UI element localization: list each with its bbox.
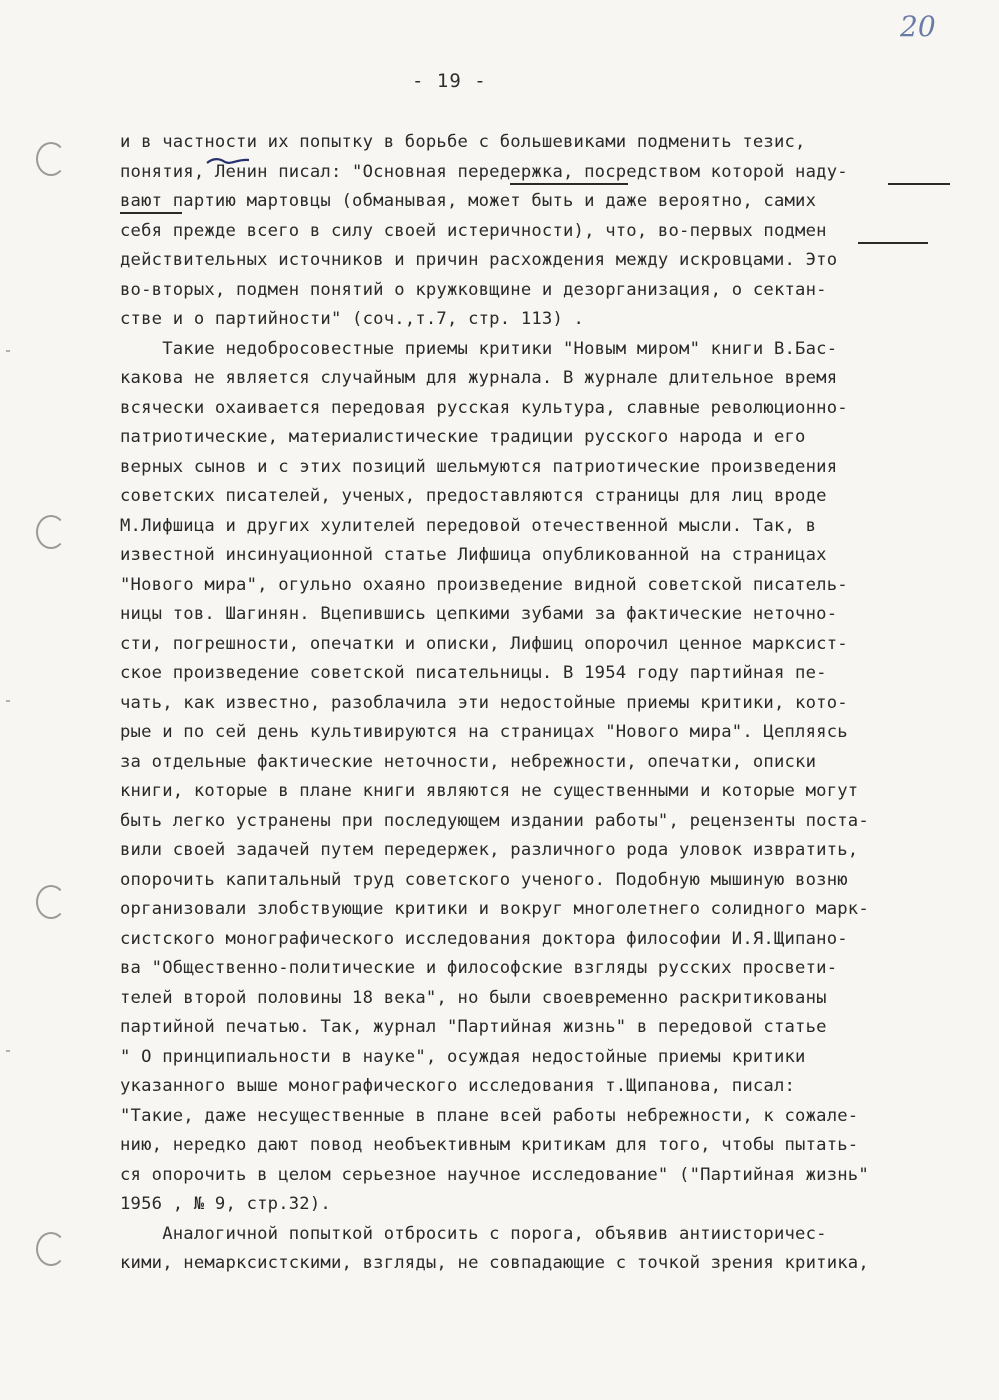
- archive-folio-number: 20: [900, 10, 936, 43]
- punch-hole-icon: [36, 1232, 66, 1266]
- text-line: телей второй половины 18 века", но были своевременно раскритикованы: [120, 987, 827, 1008]
- text-line: кими, немарксистскими, взгляды, не совпадающие с точкой зрения критика,: [120, 1253, 869, 1273]
- text-line: М.Лифшица и других хулителей передовой отечественной мысли. Так, в: [120, 515, 817, 536]
- text-line: какова не является случайным для журнала. В журнале длительное время: [120, 368, 838, 388]
- text-line: партийной печатью. Так, журнал "Партийная жизнь" в передовой статье: [120, 1017, 827, 1037]
- text-line: верных сынов и с этих позиций шельмуются патриотические произведения: [120, 456, 838, 477]
- text-line: указанного выше монографического исследования т.Щипанова, писал:: [120, 1076, 796, 1096]
- text-line: " О принципиальности в науке", осуждая недостойные приемы критики: [120, 1046, 806, 1067]
- body-text: [120, 128, 970, 1279]
- page-number: - 19 -: [412, 70, 487, 92]
- text-line: ся опорочить в целом серьезное научное исследование" ("Партийная жизнь": [120, 1164, 869, 1185]
- text-line: вили своей задачей путем передержек, различного рода уловок извратить,: [120, 840, 859, 860]
- text-line: за отдельные фактические неточности, небрежности, опечатки, описки: [120, 751, 817, 772]
- margin-tick: [6, 700, 10, 702]
- text-line: опорочить капитальный труд советского ученого. Подобную мышиную возню: [120, 869, 848, 890]
- text-line: себя прежде всего в силу своей истеричности), что, во-первых подмен: [120, 220, 827, 241]
- margin-tick: [6, 1050, 10, 1052]
- text-line: известной инсинуационной статье Лифшица опубликованной на страницах: [120, 545, 827, 565]
- text-line: и в частности их попытку в борьбе с большевиками подменить тезис,: [120, 132, 806, 152]
- text-line: книги, которые в плане книги являются не существенными и которые могут: [120, 781, 859, 801]
- text-line: ва "Общественно-политические и философские взгляды русских просвети-: [120, 958, 838, 978]
- punch-hole-icon: [36, 515, 66, 549]
- punch-hole-icon: [36, 885, 66, 919]
- text-line: во-вторых, подмен понятий о кружковщине и дезорганизация, о сектан-: [120, 279, 827, 300]
- text-line: понятия, Ленин писал: "Основная передержка, посредством которой наду-: [120, 161, 848, 182]
- text-line: действительных источников и причин расхождения между искровцами. Это: [120, 250, 838, 270]
- text-line: рые и по сей день культивируются на страницах "Нового мира". Цепляясь: [120, 722, 848, 742]
- punch-hole-icon: [36, 142, 66, 176]
- text-line: всячески охаивается передовая русская культура, славные революционно-: [120, 397, 848, 418]
- text-line: Такие недобросовестные приемы критики "Новым миром" книги В.Бас-: [120, 338, 838, 359]
- text-line: нию, нередко дают повод необъективным критикам для того, чтобы пытать-: [120, 1135, 859, 1155]
- text-line: "Такие, даже несущественные в плане всей работы небрежности, к сожале-: [120, 1105, 859, 1126]
- text-line: систского монографического исследования доктора философии И.Я.Щипано-: [120, 928, 848, 949]
- text-line: "Нового мира", огульно охаяно произведение видной советской писатель-: [120, 574, 848, 595]
- text-line: ское произведение советской писательницы. В 1954 году партийная пе-: [120, 663, 827, 683]
- margin-tick: [6, 350, 10, 352]
- text-line: чать, как известно, разоблачила эти недостойные приемы критики, кото-: [120, 692, 848, 713]
- text-line: ницы тов. Шагинян. Вцепившись цепкими зубами за фактические неточно-: [120, 604, 838, 624]
- text-line: сти, погрешности, опечатки и описки, Лифшиц опорочил ценное марксист-: [120, 633, 848, 654]
- text-line: 1956 , № 9, стр.32).: [120, 1194, 331, 1214]
- text-line: быть легко устранены при последующем издании работы", рецензенты поста-: [120, 810, 869, 831]
- text-line: советских писателей, ученых, предоставляются страницы для лиц вроде: [120, 486, 827, 506]
- text-line: патриотические, материалистические традиции русского народа и его: [120, 427, 806, 447]
- text-line: стве и о партийности" (соч.,т.7, стр. 113) .: [120, 309, 585, 329]
- text-line: вают партию мартовцы (обманывая, может быть и даже вероятно, самих: [120, 191, 817, 211]
- text-line: организовали злобствующие критики и вокруг многолетнего солидного марк-: [120, 899, 869, 919]
- text-line: Аналогичной попыткой отбросить с порога, объявив антиисторичес-: [120, 1223, 827, 1244]
